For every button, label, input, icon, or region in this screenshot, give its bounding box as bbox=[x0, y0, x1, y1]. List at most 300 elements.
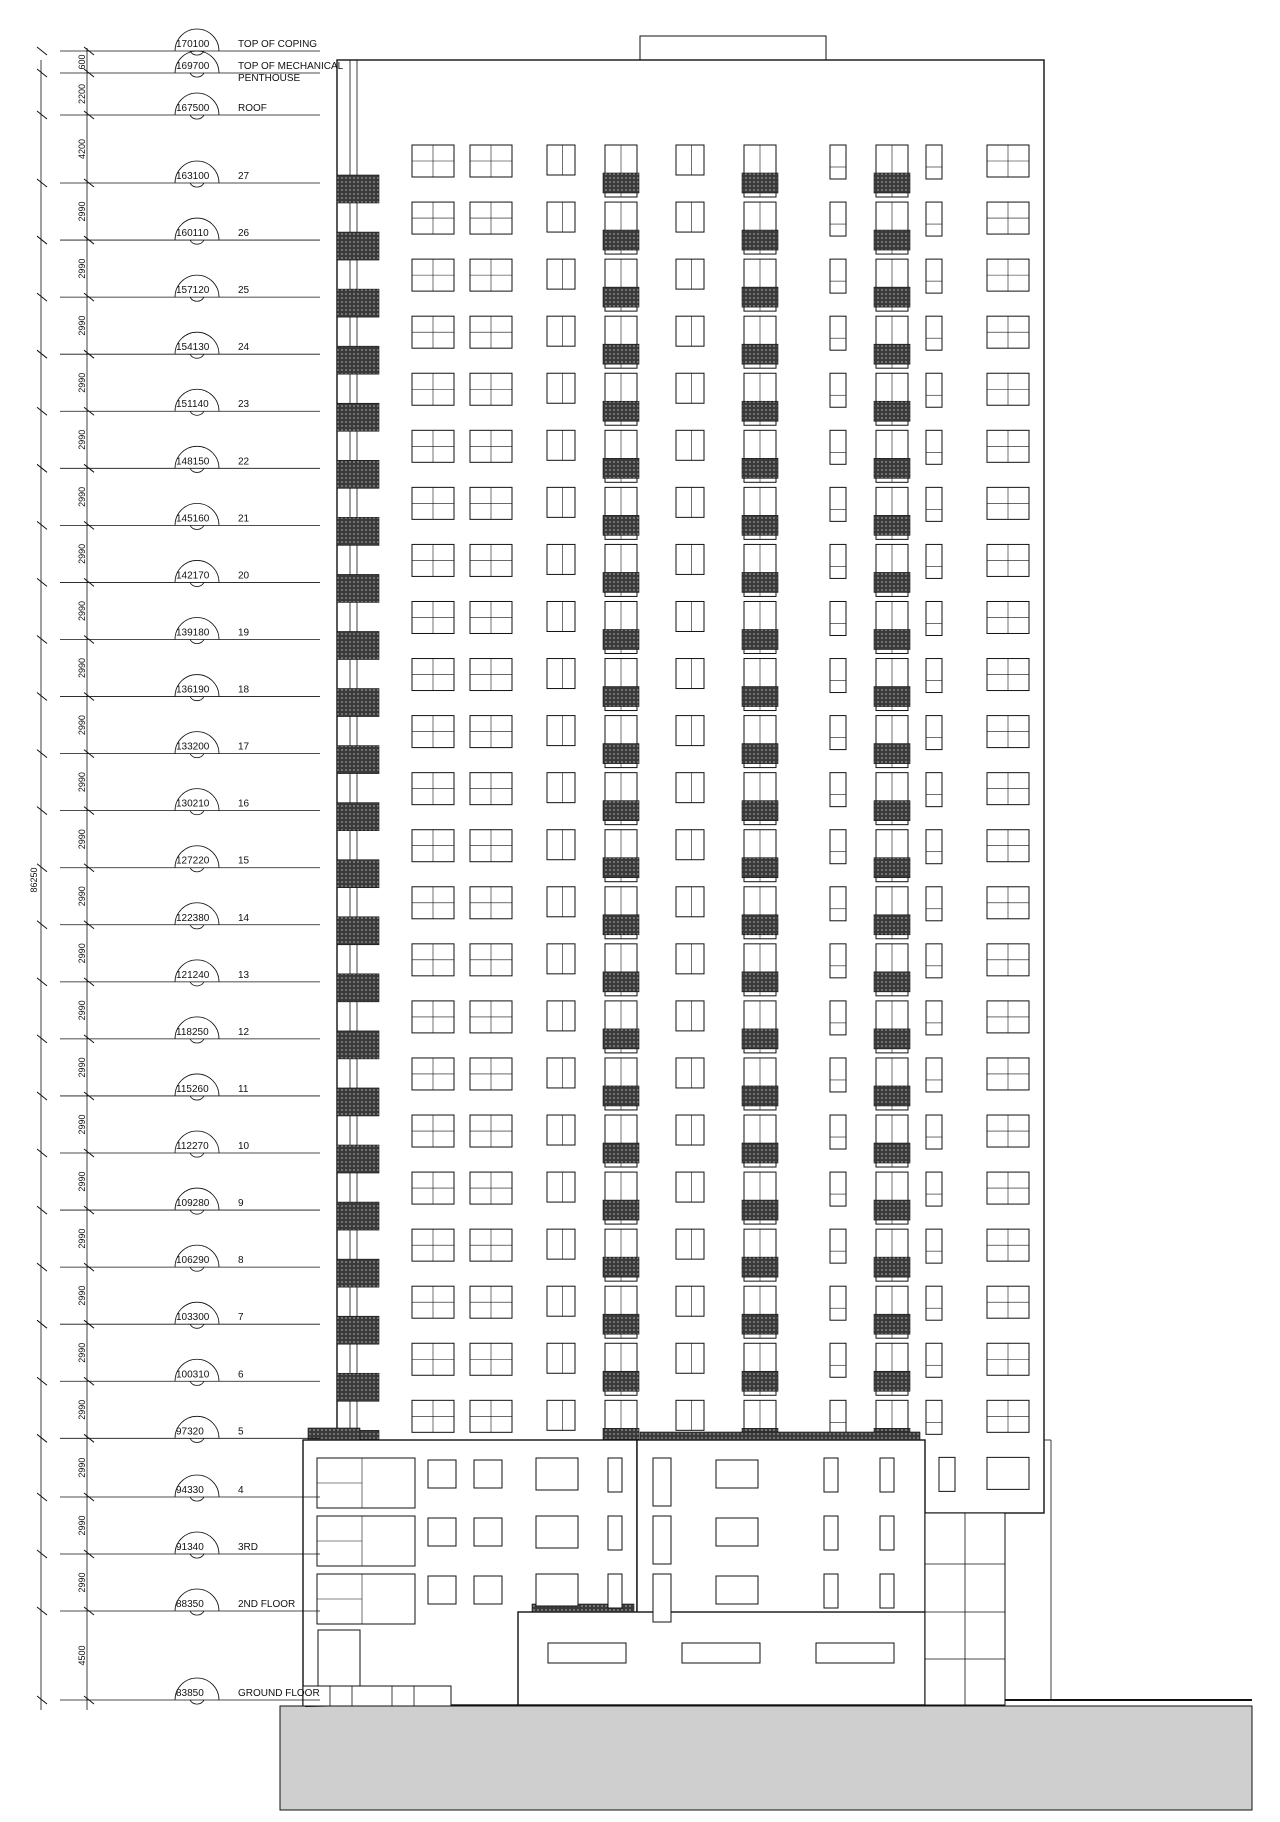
balcony-screen bbox=[603, 572, 639, 592]
window bbox=[676, 1001, 704, 1031]
level-marker bbox=[37, 715, 320, 758]
balcony-screen bbox=[874, 458, 910, 478]
clerestory-window bbox=[548, 1643, 626, 1663]
window bbox=[830, 1115, 846, 1149]
facade-panel bbox=[337, 346, 379, 374]
roof-railing bbox=[640, 1432, 920, 1440]
balcony-screen bbox=[742, 972, 778, 992]
window bbox=[536, 1458, 578, 1490]
level-name: 25 bbox=[238, 285, 250, 297]
window bbox=[926, 1172, 942, 1206]
balcony-screen bbox=[874, 1257, 910, 1277]
window bbox=[547, 259, 575, 289]
level-value: 145160 bbox=[176, 513, 210, 525]
window bbox=[987, 1457, 1029, 1489]
level-name: 23 bbox=[238, 399, 250, 411]
window bbox=[547, 1172, 575, 1202]
level-marker bbox=[37, 373, 320, 416]
level-value: 136190 bbox=[176, 684, 210, 696]
balcony-screen bbox=[874, 801, 910, 821]
level-name: 10 bbox=[238, 1141, 250, 1153]
level-name: 15 bbox=[238, 855, 250, 867]
balcony-screen bbox=[742, 287, 778, 307]
level-markers bbox=[37, 29, 344, 1710]
window bbox=[676, 830, 704, 860]
facade-panel bbox=[337, 1202, 379, 1230]
level-value: 169700 bbox=[176, 61, 210, 72]
level-dimension: 600 bbox=[77, 54, 87, 70]
level-dimension: 2990 bbox=[77, 486, 87, 507]
balcony-screen bbox=[874, 687, 910, 707]
balcony-screen bbox=[742, 458, 778, 478]
level-dimension: 2990 bbox=[77, 829, 87, 850]
window bbox=[474, 1460, 502, 1488]
facade-panel bbox=[337, 860, 379, 888]
level-name: 21 bbox=[238, 513, 250, 525]
facade-panel bbox=[337, 1145, 379, 1173]
window bbox=[830, 487, 846, 521]
balcony-screen bbox=[742, 401, 778, 421]
window bbox=[547, 773, 575, 803]
level-name: 18 bbox=[238, 684, 250, 696]
balcony-screen bbox=[603, 972, 639, 992]
balcony-screen bbox=[874, 287, 910, 307]
level-dimension: 2990 bbox=[77, 1572, 87, 1593]
facade-panel bbox=[337, 403, 379, 431]
balcony-screen bbox=[874, 1371, 910, 1391]
balcony-screen bbox=[603, 1086, 639, 1106]
window bbox=[830, 259, 846, 293]
balcony-screen bbox=[742, 515, 778, 535]
level-name: 16 bbox=[238, 798, 250, 810]
level-value: 115260 bbox=[176, 1083, 209, 1095]
level-dimension: 2990 bbox=[77, 1285, 87, 1306]
window bbox=[547, 1229, 575, 1259]
level-marker bbox=[37, 430, 320, 473]
level-name: 5 bbox=[238, 1426, 244, 1438]
level-marker bbox=[37, 316, 320, 359]
balcony-screen bbox=[874, 1086, 910, 1106]
level-marker bbox=[37, 601, 320, 644]
window bbox=[830, 716, 846, 750]
window bbox=[676, 1229, 704, 1259]
level-dimension: 2990 bbox=[77, 1342, 87, 1363]
window bbox=[926, 1115, 942, 1149]
level-dimension: 2990 bbox=[77, 1000, 87, 1021]
level-name: 9 bbox=[238, 1198, 244, 1210]
window bbox=[676, 1286, 704, 1316]
facade-panel bbox=[337, 803, 379, 831]
window bbox=[824, 1516, 838, 1550]
window bbox=[716, 1460, 758, 1488]
level-value: 154130 bbox=[176, 342, 210, 354]
level-name: 7 bbox=[238, 1312, 244, 1324]
window bbox=[830, 544, 846, 578]
level-value: 100310 bbox=[176, 1369, 210, 1381]
level-name: 19 bbox=[238, 627, 250, 639]
level-name: TOP OF MECHANICAL bbox=[238, 61, 344, 72]
level-marker bbox=[37, 139, 320, 187]
window bbox=[428, 1518, 456, 1546]
window bbox=[926, 773, 942, 807]
level-dimension: 2990 bbox=[77, 600, 87, 621]
window bbox=[676, 430, 704, 460]
window bbox=[830, 316, 846, 350]
balcony-screen bbox=[603, 744, 639, 764]
level-name: 22 bbox=[238, 456, 250, 468]
window bbox=[547, 145, 575, 175]
level-name: 2ND FLOOR bbox=[238, 1599, 296, 1610]
level-dimension: 2990 bbox=[77, 1457, 87, 1478]
window bbox=[676, 259, 704, 289]
level-dimension: 2990 bbox=[77, 1515, 87, 1536]
level-marker bbox=[37, 544, 320, 587]
level-name: 12 bbox=[238, 1026, 250, 1038]
window bbox=[676, 1058, 704, 1088]
level-marker bbox=[37, 1458, 320, 1501]
window bbox=[536, 1574, 578, 1606]
balcony-screen bbox=[742, 1257, 778, 1277]
window bbox=[653, 1574, 671, 1622]
balcony-screen bbox=[603, 858, 639, 878]
window bbox=[926, 202, 942, 236]
level-marker bbox=[37, 1114, 320, 1157]
facade-panel bbox=[337, 689, 379, 717]
level-dimension: 2990 bbox=[77, 657, 87, 679]
balcony-screen bbox=[742, 629, 778, 649]
window bbox=[547, 830, 575, 860]
window bbox=[830, 1400, 846, 1434]
level-dimension: 2990 bbox=[77, 201, 87, 222]
level-name: 27 bbox=[238, 171, 250, 182]
level-name: 13 bbox=[238, 969, 250, 981]
balcony-screen bbox=[874, 1200, 910, 1220]
level-marker bbox=[37, 487, 320, 530]
window bbox=[547, 601, 575, 631]
window bbox=[547, 373, 575, 403]
level-marker bbox=[37, 772, 320, 815]
balcony-screen bbox=[742, 915, 778, 935]
window bbox=[926, 487, 942, 521]
balcony-screen bbox=[874, 230, 910, 250]
level-value: 118250 bbox=[176, 1026, 209, 1038]
level-value: 94330 bbox=[176, 1485, 204, 1496]
window bbox=[676, 716, 704, 746]
window bbox=[536, 1516, 578, 1548]
level-marker bbox=[37, 1286, 320, 1329]
balcony-screen bbox=[603, 401, 639, 421]
level-value: 97320 bbox=[176, 1426, 204, 1438]
level-name: 20 bbox=[238, 570, 250, 582]
balcony-screen bbox=[874, 401, 910, 421]
level-dimension: 2990 bbox=[77, 543, 87, 564]
facade-panel bbox=[337, 1031, 379, 1059]
window bbox=[608, 1458, 622, 1492]
window bbox=[926, 601, 942, 635]
balcony-screen bbox=[603, 1029, 639, 1049]
level-name: TOP OF COPING bbox=[238, 39, 318, 50]
balcony-screen bbox=[603, 1371, 639, 1391]
level-name: 3RD bbox=[238, 1542, 259, 1553]
window bbox=[676, 944, 704, 974]
level-name: GROUND FLOOR bbox=[238, 1688, 320, 1699]
window bbox=[676, 202, 704, 232]
balcony-screen bbox=[603, 230, 639, 250]
level-value: 142170 bbox=[176, 570, 210, 582]
balcony-screen bbox=[874, 1029, 910, 1049]
level-dimension: 2990 bbox=[77, 1114, 87, 1135]
window bbox=[676, 544, 704, 574]
level-marker bbox=[37, 1400, 320, 1443]
balcony-screen bbox=[742, 1086, 778, 1106]
level-dimension: 2990 bbox=[77, 258, 87, 279]
level-dimension: 2990 bbox=[77, 1171, 87, 1192]
window bbox=[676, 1400, 704, 1430]
balcony-screen bbox=[874, 915, 910, 935]
window bbox=[830, 145, 846, 179]
window bbox=[547, 659, 575, 689]
balcony-screen bbox=[603, 1143, 639, 1163]
tower-block bbox=[337, 36, 1044, 1513]
level-marker bbox=[37, 943, 320, 986]
window bbox=[830, 659, 846, 693]
window bbox=[676, 659, 704, 689]
level-value: 103300 bbox=[176, 1312, 210, 1324]
balcony-screen bbox=[742, 344, 778, 364]
shopfront bbox=[303, 1686, 451, 1706]
balcony-screen bbox=[742, 173, 778, 193]
window bbox=[547, 1001, 575, 1031]
facade-panel bbox=[337, 631, 379, 659]
level-value: 109280 bbox=[176, 1198, 210, 1210]
window bbox=[939, 1457, 955, 1491]
window bbox=[830, 1058, 846, 1092]
facade-panel bbox=[337, 1373, 379, 1401]
window bbox=[926, 259, 942, 293]
level-name: 14 bbox=[238, 912, 250, 924]
window bbox=[547, 1115, 575, 1145]
window bbox=[676, 487, 704, 517]
window bbox=[830, 202, 846, 236]
level-marker bbox=[37, 1343, 320, 1386]
level-name: ROOF bbox=[238, 103, 267, 114]
window bbox=[547, 1286, 575, 1316]
level-value: 127220 bbox=[176, 855, 210, 867]
window bbox=[676, 1172, 704, 1202]
facade-panel bbox=[337, 517, 379, 545]
window bbox=[880, 1516, 894, 1550]
window bbox=[716, 1518, 758, 1546]
facade-panel bbox=[337, 917, 379, 945]
level-marker bbox=[37, 1172, 320, 1215]
window bbox=[926, 1286, 942, 1320]
balcony-screen bbox=[603, 1257, 639, 1277]
level-dimension: 4200 bbox=[77, 138, 87, 160]
window bbox=[676, 1115, 704, 1145]
level-marker bbox=[37, 259, 320, 302]
window bbox=[926, 887, 942, 921]
level-marker bbox=[37, 886, 320, 929]
facade-panel bbox=[337, 1088, 379, 1116]
level-marker bbox=[37, 1645, 320, 1704]
window bbox=[830, 1001, 846, 1035]
level-name: 4 bbox=[238, 1485, 244, 1496]
level-name: 8 bbox=[238, 1255, 244, 1267]
facade-panel bbox=[337, 574, 379, 602]
level-value: 121240 bbox=[176, 969, 210, 981]
window bbox=[830, 601, 846, 635]
window bbox=[926, 716, 942, 750]
window bbox=[926, 373, 942, 407]
window bbox=[716, 1576, 758, 1604]
balcony-screen bbox=[742, 1200, 778, 1220]
facade-panel bbox=[337, 289, 379, 317]
balcony-screen bbox=[742, 230, 778, 250]
window bbox=[676, 601, 704, 631]
window bbox=[824, 1458, 838, 1492]
level-dimension: 2990 bbox=[77, 772, 87, 793]
window bbox=[676, 316, 704, 346]
facade-panel bbox=[337, 974, 379, 1002]
level-dimension: 2990 bbox=[77, 1057, 87, 1078]
level-name: 17 bbox=[238, 741, 250, 753]
window bbox=[926, 1001, 942, 1035]
level-dimension: 2990 bbox=[77, 1399, 87, 1420]
level-value: 148150 bbox=[176, 456, 210, 468]
facade-panel bbox=[337, 1316, 379, 1344]
window bbox=[547, 887, 575, 917]
level-marker bbox=[37, 1000, 320, 1043]
balcony-screen bbox=[742, 744, 778, 764]
window bbox=[926, 1400, 942, 1434]
level-dimension: 2200 bbox=[77, 83, 87, 105]
level-value: 88350 bbox=[176, 1599, 204, 1610]
level-value: 112270 bbox=[176, 1141, 209, 1153]
level-value: 160110 bbox=[176, 228, 209, 240]
balcony-screen bbox=[742, 858, 778, 878]
facade-panel bbox=[337, 232, 379, 260]
balcony-screen bbox=[603, 1314, 639, 1334]
overall-height-label: 86250 bbox=[29, 867, 39, 893]
window bbox=[830, 430, 846, 464]
level-value: 157120 bbox=[176, 285, 210, 297]
level-marker bbox=[37, 51, 344, 84]
window bbox=[830, 773, 846, 807]
level-value: 83850 bbox=[176, 1688, 204, 1699]
level-marker bbox=[37, 1229, 320, 1272]
balcony-screen bbox=[742, 572, 778, 592]
window bbox=[676, 145, 704, 175]
level-dimension: 2990 bbox=[77, 886, 87, 907]
balcony-screen bbox=[742, 1314, 778, 1334]
level-value: 122380 bbox=[176, 912, 210, 924]
balcony-screen bbox=[603, 344, 639, 364]
level-marker bbox=[37, 202, 320, 245]
level-name: 24 bbox=[238, 342, 250, 354]
level-marker bbox=[37, 1515, 320, 1558]
balcony-screen bbox=[874, 1314, 910, 1334]
level-dimension: 4500 bbox=[77, 1645, 87, 1666]
balcony-screen bbox=[603, 801, 639, 821]
balcony-screen bbox=[603, 629, 639, 649]
window bbox=[547, 716, 575, 746]
balcony-screen bbox=[603, 515, 639, 535]
level-value: 139180 bbox=[176, 627, 210, 639]
level-value: 170100 bbox=[176, 39, 210, 50]
balcony-screen bbox=[742, 801, 778, 821]
balcony-screen bbox=[874, 744, 910, 764]
window bbox=[926, 430, 942, 464]
level-value: 167500 bbox=[176, 103, 210, 114]
balcony-screen bbox=[874, 858, 910, 878]
level-name: PENTHOUSE bbox=[238, 73, 301, 84]
window bbox=[608, 1516, 622, 1550]
window bbox=[653, 1458, 671, 1506]
window bbox=[547, 430, 575, 460]
window bbox=[653, 1516, 671, 1564]
window bbox=[830, 1286, 846, 1320]
window bbox=[830, 1229, 846, 1263]
level-dimension: 2990 bbox=[77, 429, 87, 450]
window bbox=[926, 1343, 942, 1377]
level-value: 91340 bbox=[176, 1542, 204, 1553]
balcony-screen bbox=[874, 1143, 910, 1163]
level-marker bbox=[37, 1572, 320, 1615]
window bbox=[926, 544, 942, 578]
level-marker bbox=[37, 658, 320, 701]
window bbox=[547, 1343, 575, 1373]
window bbox=[926, 1058, 942, 1092]
ground-section bbox=[280, 1706, 1252, 1810]
level-value: 133200 bbox=[176, 741, 210, 753]
facade-panel bbox=[337, 175, 379, 203]
balcony-screen bbox=[603, 173, 639, 193]
window bbox=[926, 316, 942, 350]
balcony-screen bbox=[874, 515, 910, 535]
window bbox=[824, 1574, 838, 1608]
balcony-screen bbox=[603, 1200, 639, 1220]
balcony-screen bbox=[742, 1029, 778, 1049]
balcony-screen bbox=[603, 915, 639, 935]
level-marker bbox=[37, 84, 320, 119]
level-dimension: 2990 bbox=[77, 715, 87, 736]
window bbox=[926, 944, 942, 978]
level-marker bbox=[37, 829, 320, 872]
window bbox=[926, 659, 942, 693]
window bbox=[676, 773, 704, 803]
window bbox=[547, 1058, 575, 1088]
window bbox=[830, 1172, 846, 1206]
level-dimension: 2990 bbox=[77, 315, 87, 336]
window bbox=[676, 887, 704, 917]
balcony-screen bbox=[874, 972, 910, 992]
mechanical-penthouse bbox=[640, 36, 826, 60]
balcony-screen bbox=[874, 344, 910, 364]
window bbox=[608, 1574, 622, 1608]
level-marker bbox=[37, 29, 320, 55]
window bbox=[547, 316, 575, 346]
balcony-screen bbox=[874, 572, 910, 592]
window bbox=[880, 1574, 894, 1608]
window bbox=[474, 1576, 502, 1604]
balcony-screen bbox=[874, 629, 910, 649]
window bbox=[830, 373, 846, 407]
window bbox=[428, 1460, 456, 1488]
facade-panel bbox=[337, 1259, 379, 1287]
window bbox=[547, 1400, 575, 1430]
window bbox=[676, 373, 704, 403]
facade-panel bbox=[337, 460, 379, 488]
